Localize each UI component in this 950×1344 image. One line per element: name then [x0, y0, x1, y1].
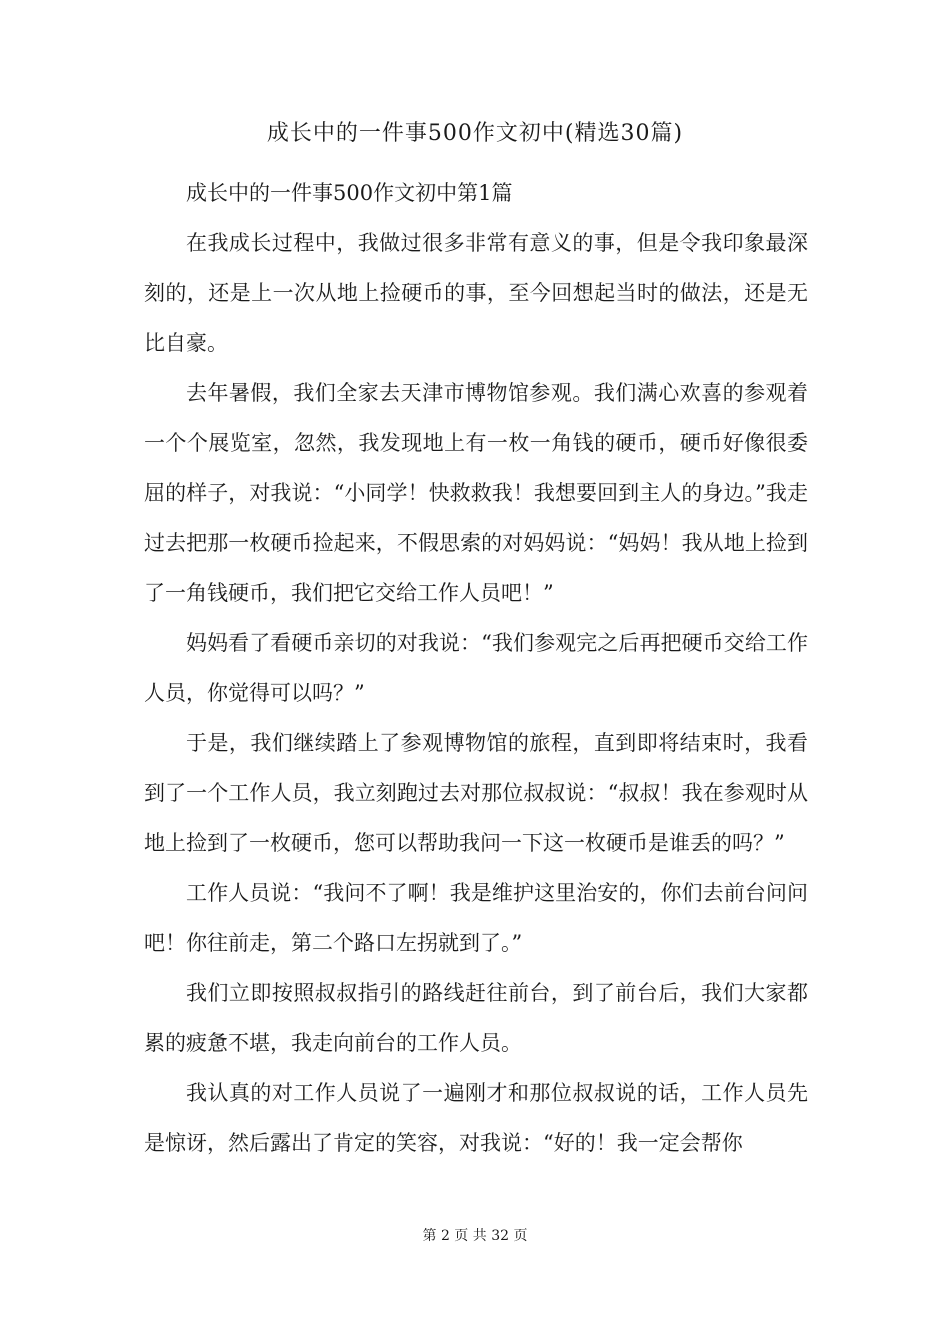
- paragraph: 在我成长过程中，我做过很多非常有意义的事，但是令我印象最深刻的，还是上一次从地上捡硬币的事，至今回想起当时的做法，还是无比自豪。: [144, 231, 808, 355]
- paragraph: 去年暑假，我们全家去天津市博物馆参观。我们满心欢喜的参观着一个个展览室，忽然，我发现地上有一枚一角钱的硬币，硬币好像很委屈的样子，对我说：“小同学！快救救我！我想要回到主人的身边。”我走过去把那一枚硬币捡起来，不假思索的对妈妈说：“妈妈！我从地上捡到了一角钱硬币，我们把它交给工作人员吧！”: [144, 381, 808, 605]
- paragraph: 我们立即按照叔叔指引的路线赶往前台，到了前台后，我们大家都累的疲惫不堪，我走向前台的工作人员。: [144, 981, 808, 1055]
- paragraph: 妈妈看了看硬币亲切的对我说：“我们参观完之后再把硬币交给工作人员，你觉得可以吗？”: [144, 631, 808, 705]
- document-title: 成长中的一件事500作文初中(精选30篇): [266, 121, 684, 146]
- page-number-footer: 第 2 页 共 32 页: [422, 1228, 528, 1244]
- paragraph: 工作人员说：“我问不了啊！我是维护这里治安的，你们去前台问问吧！你往前走，第二个路口左拐就到了。”: [144, 881, 808, 955]
- paragraph: 我认真的对工作人员说了一遍刚才和那位叔叔说的话，工作人员先是惊讶，然后露出了肯定的笑容，对我说：“好的！我一定会帮你: [144, 1081, 808, 1155]
- section-heading: 成长中的一件事500作文初中第1篇: [186, 181, 513, 205]
- paragraph: 于是，我们继续踏上了参观博物馆的旅程，直到即将结束时，我看到了一个工作人员，我立刻跑过去对那位叔叔说：“叔叔！我在参观时从地上捡到了一枚硬币，您可以帮助我问一下这一枚硬币是谁丢的吗？”: [144, 731, 808, 855]
- document-body: [144, 168, 808, 1168]
